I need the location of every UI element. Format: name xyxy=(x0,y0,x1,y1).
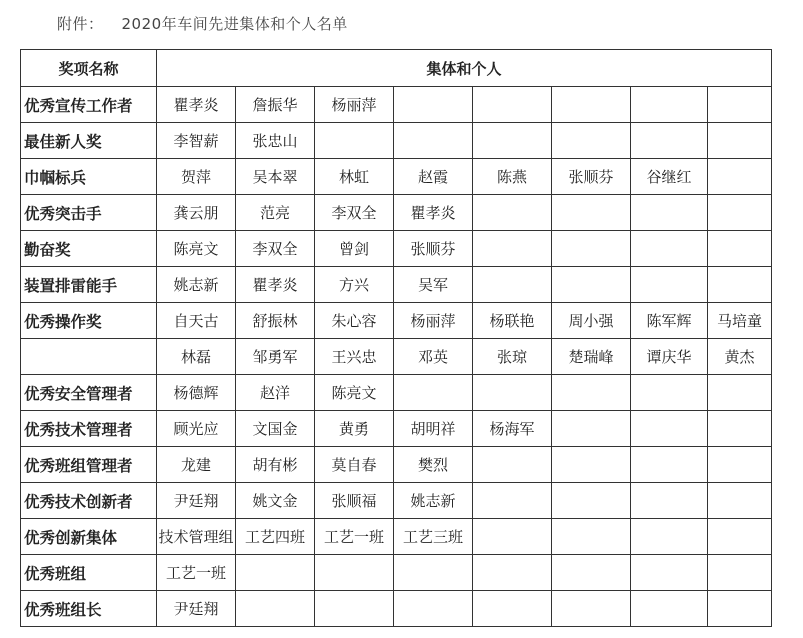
recipient-cell xyxy=(631,123,708,159)
recipient-cell xyxy=(552,195,631,231)
awards-table xyxy=(20,49,772,627)
recipient-cell: 吴本翠 xyxy=(236,159,315,195)
recipient-cell xyxy=(708,375,772,411)
recipient-cell xyxy=(394,591,473,627)
recipient-cell xyxy=(552,375,631,411)
recipient-cell xyxy=(552,87,631,123)
table-row xyxy=(21,87,772,123)
recipient-cell xyxy=(708,519,772,555)
recipient-cell xyxy=(394,375,473,411)
recipient-cell xyxy=(631,375,708,411)
recipient-cell xyxy=(315,555,394,591)
recipient-cell: 朱心容 xyxy=(315,303,394,339)
award-name-cell xyxy=(21,339,157,375)
table-row xyxy=(21,231,772,267)
recipient-cell: 胡有彬 xyxy=(236,447,315,483)
recipient-cell: 周小强 xyxy=(552,303,631,339)
recipient-cell xyxy=(708,447,772,483)
table-row xyxy=(21,267,772,303)
award-name-cell: 优秀班组管理者 xyxy=(21,447,157,483)
recipient-cell xyxy=(473,267,552,303)
recipient-cell: 李双全 xyxy=(315,195,394,231)
recipient-cell: 李双全 xyxy=(236,231,315,267)
recipient-cell xyxy=(631,231,708,267)
recipient-cell: 方兴 xyxy=(315,267,394,303)
recipient-cell xyxy=(394,555,473,591)
recipient-cell xyxy=(473,87,552,123)
recipient-cell xyxy=(708,267,772,303)
recipient-cell: 尹廷翔 xyxy=(157,591,236,627)
recipient-cell xyxy=(631,591,708,627)
recipient-cell xyxy=(631,447,708,483)
recipient-cell xyxy=(708,591,772,627)
recipient-cell: 张顺芬 xyxy=(394,231,473,267)
recipient-cell xyxy=(708,555,772,591)
recipient-cell: 陈军辉 xyxy=(631,303,708,339)
recipient-cell xyxy=(631,411,708,447)
recipient-cell: 邓英 xyxy=(394,339,473,375)
recipient-cell xyxy=(631,87,708,123)
recipient-cell xyxy=(552,483,631,519)
award-name-cell: 勤奋奖 xyxy=(21,231,157,267)
recipient-cell: 工艺一班 xyxy=(315,519,394,555)
recipient-cell xyxy=(315,591,394,627)
recipient-cell: 杨联艳 xyxy=(473,303,552,339)
recipient-cell: 自天古 xyxy=(157,303,236,339)
recipient-cell: 谭庆华 xyxy=(631,339,708,375)
table-row xyxy=(21,123,772,159)
recipient-cell: 胡明祥 xyxy=(394,411,473,447)
recipient-cell: 张忠山 xyxy=(236,123,315,159)
recipient-cell: 曾剑 xyxy=(315,231,394,267)
recipient-cell: 谷继红 xyxy=(631,159,708,195)
header-award-name: 奖项名称 xyxy=(21,50,157,87)
award-name-cell: 优秀安全管理者 xyxy=(21,375,157,411)
recipient-cell: 王兴忠 xyxy=(315,339,394,375)
recipient-cell xyxy=(708,123,772,159)
recipient-cell xyxy=(708,483,772,519)
award-name-cell: 优秀宣传工作者 xyxy=(21,87,157,123)
caption-title: 2020年车间先进集体和个人名单 xyxy=(121,15,348,33)
recipient-cell: 詹振华 xyxy=(236,87,315,123)
award-name-cell: 装置排雷能手 xyxy=(21,267,157,303)
award-name-cell: 优秀班组 xyxy=(21,555,157,591)
recipient-cell xyxy=(236,555,315,591)
recipient-cell: 龚云朋 xyxy=(157,195,236,231)
recipient-cell: 杨海军 xyxy=(473,411,552,447)
award-name-cell: 优秀班组长 xyxy=(21,591,157,627)
recipient-cell: 舒振林 xyxy=(236,303,315,339)
table-row xyxy=(21,591,772,627)
recipient-cell xyxy=(552,123,631,159)
recipient-cell: 范亮 xyxy=(236,195,315,231)
header-collectives-individuals: 集体和个人 xyxy=(157,50,772,87)
recipient-cell xyxy=(473,519,552,555)
table-row xyxy=(21,375,772,411)
award-name-cell: 优秀操作奖 xyxy=(21,303,157,339)
recipient-cell: 林虹 xyxy=(315,159,394,195)
recipient-cell xyxy=(708,87,772,123)
recipient-cell xyxy=(473,375,552,411)
recipient-cell: 黄勇 xyxy=(315,411,394,447)
recipient-cell: 杨德辉 xyxy=(157,375,236,411)
recipient-cell: 陈亮文 xyxy=(315,375,394,411)
recipient-cell: 樊烈 xyxy=(394,447,473,483)
recipient-cell xyxy=(552,267,631,303)
recipient-cell xyxy=(394,87,473,123)
recipient-cell: 姚志新 xyxy=(157,267,236,303)
award-name-cell: 优秀突击手 xyxy=(21,195,157,231)
recipient-cell xyxy=(631,483,708,519)
table-row xyxy=(21,411,772,447)
recipient-cell: 龙建 xyxy=(157,447,236,483)
recipient-cell xyxy=(631,267,708,303)
recipient-cell xyxy=(473,195,552,231)
recipient-cell: 林磊 xyxy=(157,339,236,375)
recipient-cell: 楚瑞峰 xyxy=(552,339,631,375)
recipient-cell: 张顺福 xyxy=(315,483,394,519)
recipient-cell: 杨丽萍 xyxy=(394,303,473,339)
recipient-cell: 赵洋 xyxy=(236,375,315,411)
recipient-cell xyxy=(473,591,552,627)
recipient-cell: 尹廷翔 xyxy=(157,483,236,519)
recipient-cell: 贺萍 xyxy=(157,159,236,195)
recipient-cell: 李智薪 xyxy=(157,123,236,159)
table-row xyxy=(21,339,772,375)
recipient-cell: 杨丽萍 xyxy=(315,87,394,123)
table-header-row xyxy=(21,50,772,87)
recipient-cell: 技术管理组 xyxy=(157,519,236,555)
recipient-cell: 张顺芬 xyxy=(552,159,631,195)
recipient-cell xyxy=(631,195,708,231)
recipient-cell xyxy=(473,555,552,591)
table-row xyxy=(21,303,772,339)
recipient-cell xyxy=(552,555,631,591)
recipient-cell xyxy=(473,447,552,483)
recipient-cell xyxy=(708,411,772,447)
award-name-cell: 优秀技术管理者 xyxy=(21,411,157,447)
recipient-cell: 赵霞 xyxy=(394,159,473,195)
recipient-cell xyxy=(552,447,631,483)
award-name-cell: 最佳新人奖 xyxy=(21,123,157,159)
recipient-cell: 陈亮文 xyxy=(157,231,236,267)
table-row xyxy=(21,159,772,195)
recipient-cell xyxy=(473,231,552,267)
recipient-cell xyxy=(552,591,631,627)
recipient-cell xyxy=(708,159,772,195)
recipient-cell: 工艺一班 xyxy=(157,555,236,591)
recipient-cell xyxy=(473,123,552,159)
award-name-cell: 优秀技术创新者 xyxy=(21,483,157,519)
recipient-cell: 工艺四班 xyxy=(236,519,315,555)
table-row xyxy=(21,519,772,555)
recipient-cell: 顾光应 xyxy=(157,411,236,447)
document-caption xyxy=(57,13,348,34)
table-row xyxy=(21,447,772,483)
recipient-cell xyxy=(552,231,631,267)
caption-prefix: 附件： xyxy=(57,15,104,33)
recipient-cell: 莫自春 xyxy=(315,447,394,483)
recipient-cell: 吴军 xyxy=(394,267,473,303)
recipient-cell xyxy=(631,555,708,591)
award-name-cell: 巾帼标兵 xyxy=(21,159,157,195)
recipient-cell: 张琼 xyxy=(473,339,552,375)
recipient-cell xyxy=(708,231,772,267)
recipient-cell: 姚文金 xyxy=(236,483,315,519)
recipient-cell: 瞿孝炎 xyxy=(157,87,236,123)
recipient-cell xyxy=(708,195,772,231)
recipient-cell: 邹勇军 xyxy=(236,339,315,375)
recipient-cell: 瞿孝炎 xyxy=(236,267,315,303)
table-row xyxy=(21,555,772,591)
recipient-cell: 工艺三班 xyxy=(394,519,473,555)
recipient-cell xyxy=(394,123,473,159)
recipient-cell xyxy=(552,519,631,555)
recipient-cell xyxy=(236,591,315,627)
recipient-cell xyxy=(631,519,708,555)
recipient-cell: 瞿孝炎 xyxy=(394,195,473,231)
recipient-cell: 马培童 xyxy=(708,303,772,339)
recipient-cell xyxy=(473,483,552,519)
table-row xyxy=(21,483,772,519)
recipient-cell xyxy=(552,411,631,447)
recipient-cell: 黄杰 xyxy=(708,339,772,375)
recipient-cell: 姚志新 xyxy=(394,483,473,519)
table-row xyxy=(21,195,772,231)
recipient-cell xyxy=(315,123,394,159)
recipient-cell: 陈燕 xyxy=(473,159,552,195)
award-name-cell: 优秀创新集体 xyxy=(21,519,157,555)
recipient-cell: 文国金 xyxy=(236,411,315,447)
